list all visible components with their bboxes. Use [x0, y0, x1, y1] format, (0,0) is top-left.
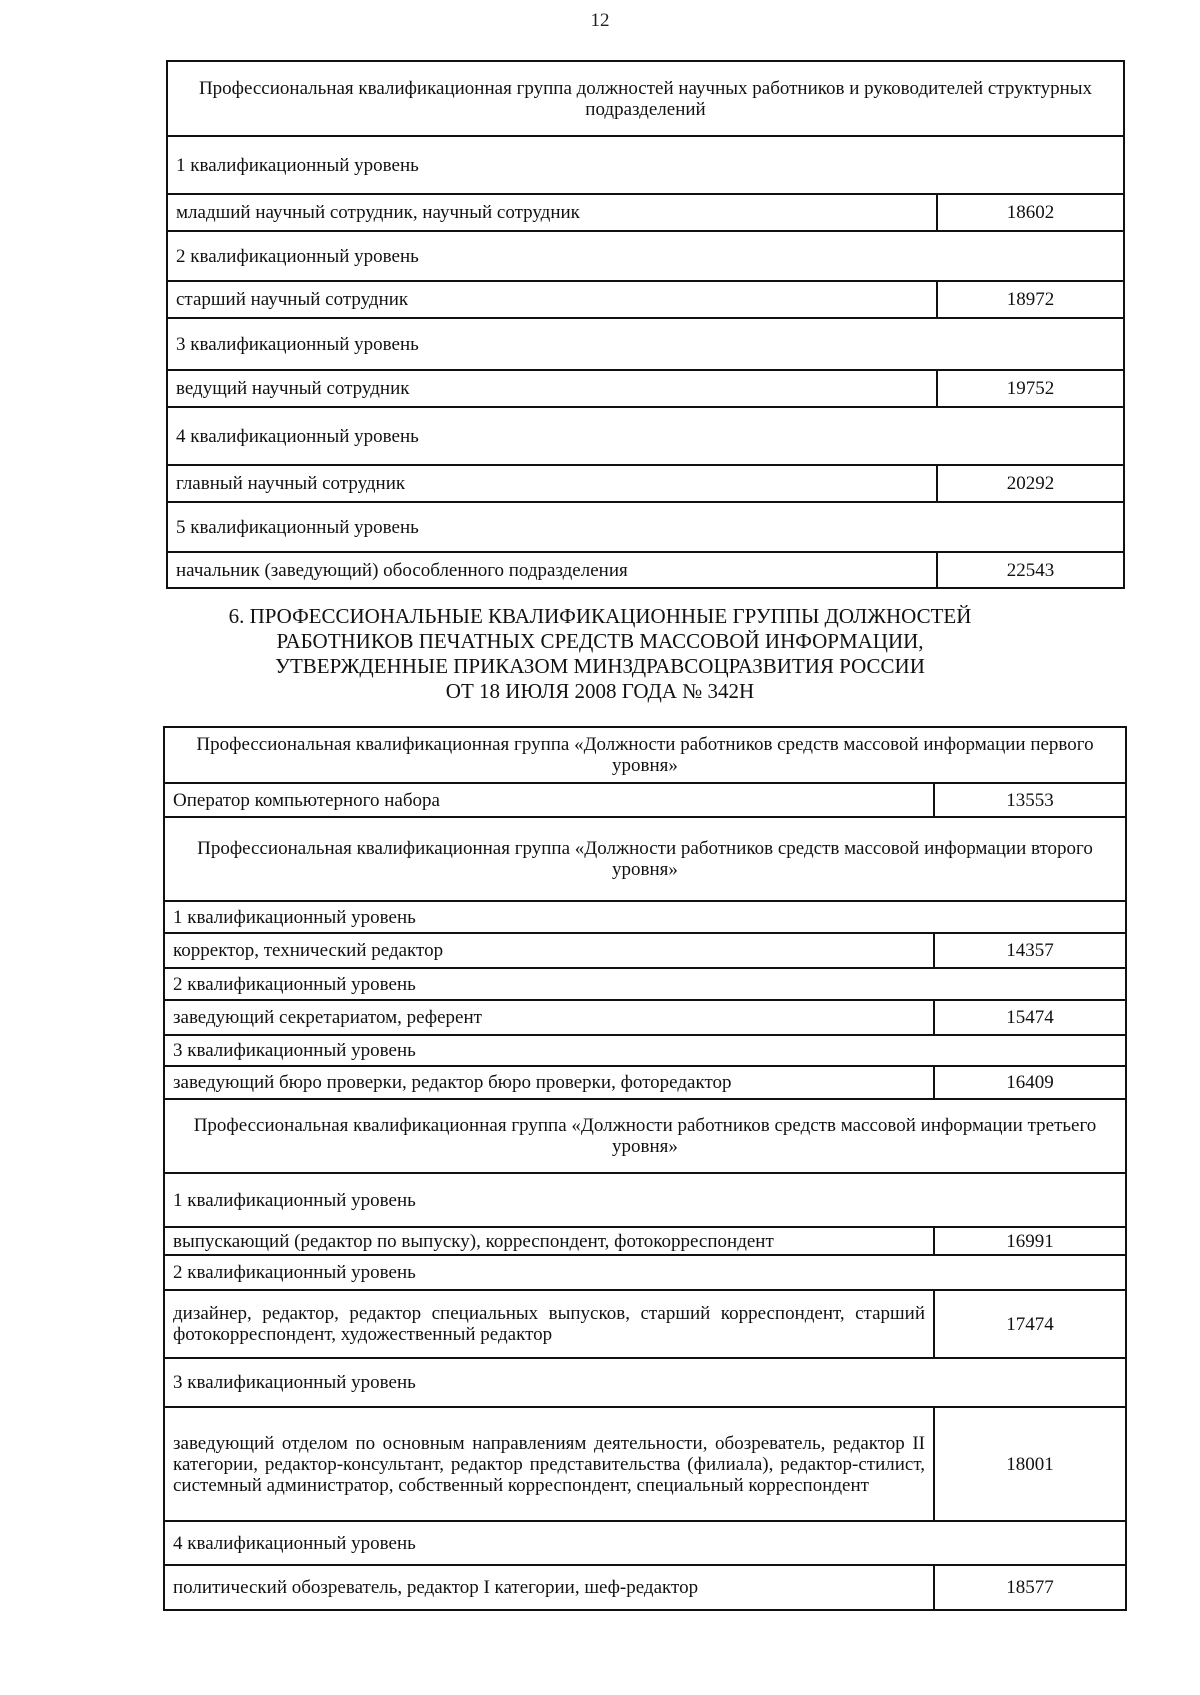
level-label: 5 квалификационный уровень — [167, 502, 1124, 552]
salary-cell: 18972 — [937, 281, 1124, 318]
level-label: 4 квалификационный уровень — [164, 1521, 1126, 1565]
salary-cell: 16409 — [934, 1066, 1126, 1099]
salary-cell: 14357 — [934, 933, 1126, 968]
heading-line: УТВЕРЖДЕННЫЕ ПРИКАЗОМ МИНЗДРАВСОЦРАЗВИТИЯ РОССИИ — [275, 654, 925, 678]
position-cell: заведующий отделом по основным направлениям деятельности, обозреватель, редактор II категории, редактор-консультант, редактор представительства (филиала), редактор-стилист, системный администратор, собственный корреспондент, специальный корреспондент — [164, 1407, 934, 1521]
salary-cell: 18001 — [934, 1407, 1126, 1521]
level-label: 3 квалификационный уровень — [164, 1035, 1126, 1066]
level-label: 3 квалификационный уровень — [167, 318, 1124, 370]
level-label: 4 квалификационный уровень — [167, 407, 1124, 465]
position-cell: ведущий научный сотрудник — [167, 370, 937, 407]
level-label: 1 квалификационный уровень — [164, 901, 1126, 933]
salary-cell: 16991 — [934, 1227, 1126, 1255]
salary-cell: 18602 — [937, 194, 1124, 231]
level-label: 2 квалификационный уровень — [164, 968, 1126, 1000]
group-title: Профессиональная квалификационная группа «Должности работников средств массовой информации третьего уровня» — [164, 1099, 1126, 1173]
heading-line: 6. ПРОФЕССИОНАЛЬНЫЕ КВАЛИФИКАЦИОННЫЕ ГРУППЫ ДОЛЖНОСТЕЙ — [228, 604, 972, 628]
position-cell: начальник (заведующий) обособленного подразделения — [167, 552, 937, 588]
level-label: 2 квалификационный уровень — [164, 1255, 1126, 1290]
salary-cell: 18577 — [934, 1565, 1126, 1610]
heading-line: ОТ 18 ИЮЛЯ 2008 ГОДА № 342Н — [445, 679, 755, 703]
page-number: 12 — [590, 10, 610, 31]
position-cell: заведующий бюро проверки, редактор бюро проверки, фоторедактор — [164, 1066, 934, 1099]
level-label: 3 квалификационный уровень — [164, 1358, 1126, 1407]
salary-cell: 22543 — [937, 552, 1124, 588]
salary-cell: 13553 — [934, 783, 1126, 817]
scientific-staff-table — [166, 60, 1125, 589]
salary-cell: 15474 — [934, 1000, 1126, 1035]
position-cell: старший научный сотрудник — [167, 281, 937, 318]
salary-cell: 19752 — [937, 370, 1124, 407]
position-cell: политический обозреватель, редактор I категории, шеф-редактор — [164, 1565, 934, 1610]
position-cell: младший научный сотрудник, научный сотрудник — [167, 194, 937, 231]
salary-cell: 17474 — [934, 1290, 1126, 1358]
position-cell: выпускающий (редактор по выпуску), корреспондент, фотокорреспондент — [164, 1227, 934, 1255]
position-cell: дизайнер, редактор, редактор специальных выпусков, старший корреспондент, старший фотокорреспондент, художественный редактор — [164, 1290, 934, 1358]
group-title: Профессиональная квалификационная группа «Должности работников средств массовой информации второго уровня» — [164, 817, 1126, 901]
level-label: 2 квалификационный уровень — [167, 231, 1124, 281]
group-title: Профессиональная квалификационная группа «Должности работников средств массовой информации первого уровня» — [164, 727, 1126, 783]
media-staff-table — [163, 726, 1127, 1611]
heading-line: РАБОТНИКОВ ПЕЧАТНЫХ СРЕДСТВ МАССОВОЙ ИНФОРМАЦИИ, — [276, 629, 924, 653]
position-cell: Оператор компьютерного набора — [164, 783, 934, 817]
level-label: 1 квалификационный уровень — [167, 136, 1124, 194]
section-heading — [150, 604, 1050, 704]
position-cell: главный научный сотрудник — [167, 465, 937, 502]
group-title: Профессиональная квалификационная группа должностей научных работников и руководителей структурных подразделений — [167, 61, 1124, 136]
position-cell: заведующий секретариатом, референт — [164, 1000, 934, 1035]
position-cell: корректор, технический редактор — [164, 933, 934, 968]
salary-cell: 20292 — [937, 465, 1124, 502]
level-label: 1 квалификационный уровень — [164, 1173, 1126, 1227]
